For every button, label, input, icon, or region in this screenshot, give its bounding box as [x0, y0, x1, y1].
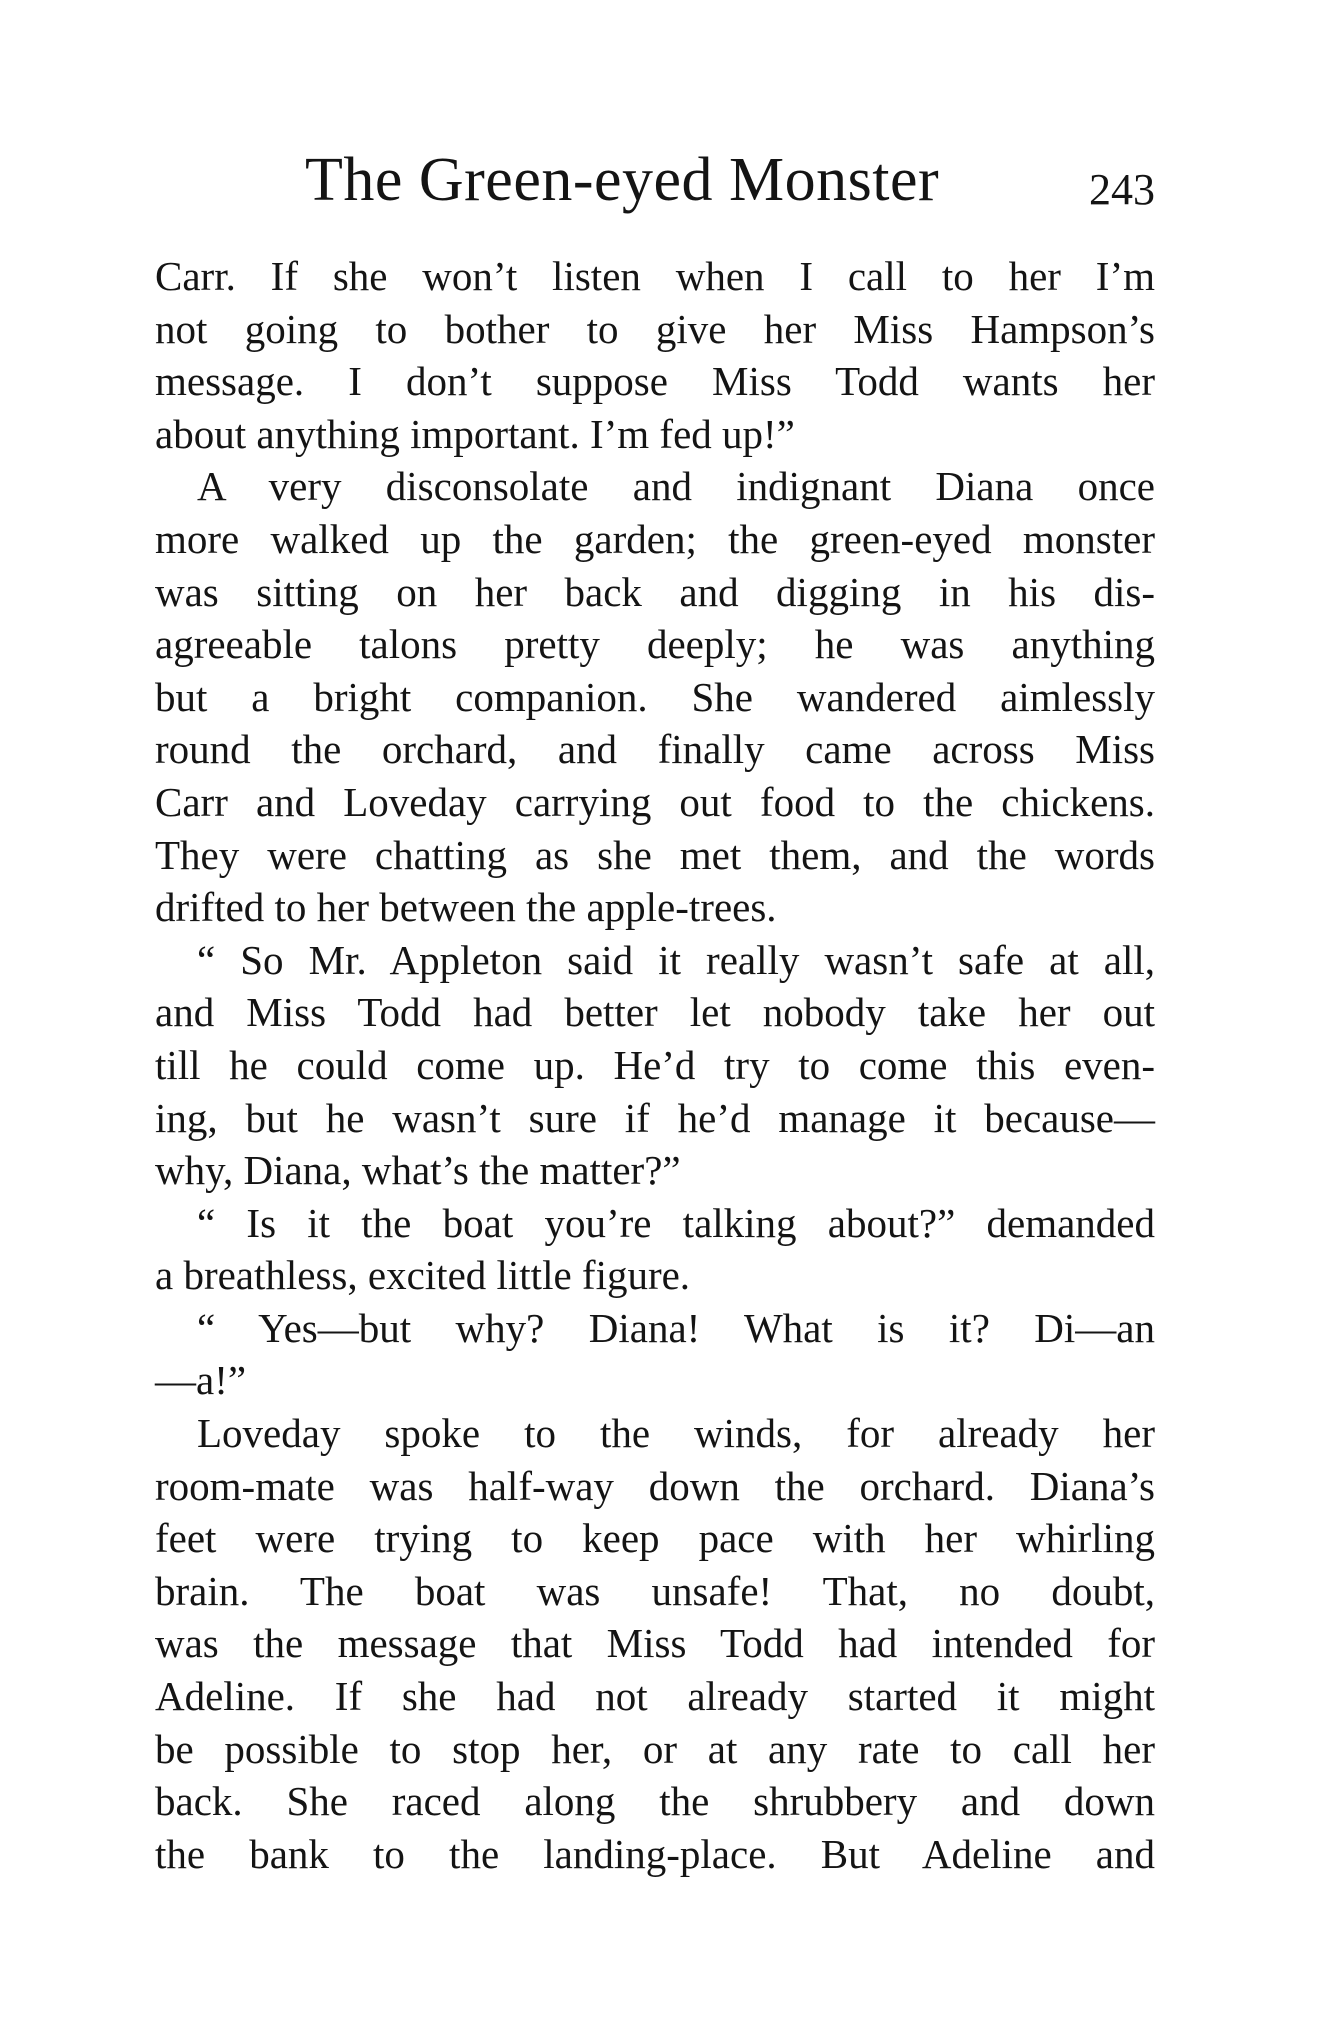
text-line: “ Yes—but why? Diana! What is it? Di—an: [197, 1304, 1155, 1351]
text-line: more walked up the garden; the green-eyed monster: [155, 515, 1155, 562]
text-line: Carr and Loveday carrying out food to the chickens.: [155, 778, 1155, 825]
running-title: The Green-eyed Monster: [305, 146, 940, 214]
text-line: was sitting on her back and digging in his dis-: [155, 568, 1155, 615]
text-line: message. I don’t suppose Miss Todd wants her: [155, 358, 1155, 405]
text-line: be possible to stop her, or at any rate to call her: [155, 1725, 1155, 1772]
text-line: Carr. If she won’t listen when I call to her I’m: [155, 253, 1155, 299]
running-head: [155, 140, 1155, 220]
text-line: was the message that Miss Todd had intended for: [155, 1620, 1155, 1667]
text-line: a breathless, excited little figure.: [155, 1252, 691, 1299]
text-line: agreeable talons pretty deeply; he was anything: [155, 621, 1155, 668]
body-text: [155, 250, 1155, 1880]
text-line: A very disconsolate and indignant Diana once: [197, 463, 1155, 510]
text-line: drifted to her between the apple-trees.: [155, 884, 777, 931]
text-line: —a!”: [155, 1357, 247, 1404]
text-line: “ So Mr. Appleton said it really wasn’t safe at all,: [197, 936, 1155, 983]
text-line: and Miss Todd had better let nobody take her out: [155, 989, 1155, 1036]
text-line: Adeline. If she had not already started it might: [155, 1673, 1155, 1720]
text-line: ing, but he wasn’t sure if he’d manage it because—: [155, 1094, 1155, 1141]
text-line: room-mate was half-way down the orchard. Diana’s: [155, 1462, 1155, 1509]
text-line: the bank to the landing-place. But Adeline and: [155, 1830, 1155, 1877]
text-line: back. She raced along the shrubbery and down: [155, 1778, 1155, 1825]
text-line: not going to bother to give her Miss Hampson’s: [155, 305, 1155, 352]
text-line: They were chatting as she met them, and the words: [155, 831, 1155, 878]
text-line: why, Diana, what’s the matter?”: [155, 1147, 681, 1194]
page-number: 243: [1089, 165, 1155, 214]
text-line: Loveday spoke to the winds, for already her: [197, 1410, 1155, 1457]
text-line: about anything important. I’m fed up!”: [155, 410, 795, 457]
text-line: round the orchard, and finally came across Miss: [155, 726, 1155, 773]
text-line: but a bright companion. She wandered aimlessly: [155, 673, 1155, 720]
text-line: brain. The boat was unsafe! That, no doubt,: [155, 1567, 1155, 1614]
text-line: “ Is it the boat you’re talking about?” demanded: [197, 1199, 1155, 1246]
text-line: feet were trying to keep pace with her whirling: [155, 1515, 1155, 1562]
text-line: till he could come up. He’d try to come this even-: [155, 1041, 1155, 1088]
